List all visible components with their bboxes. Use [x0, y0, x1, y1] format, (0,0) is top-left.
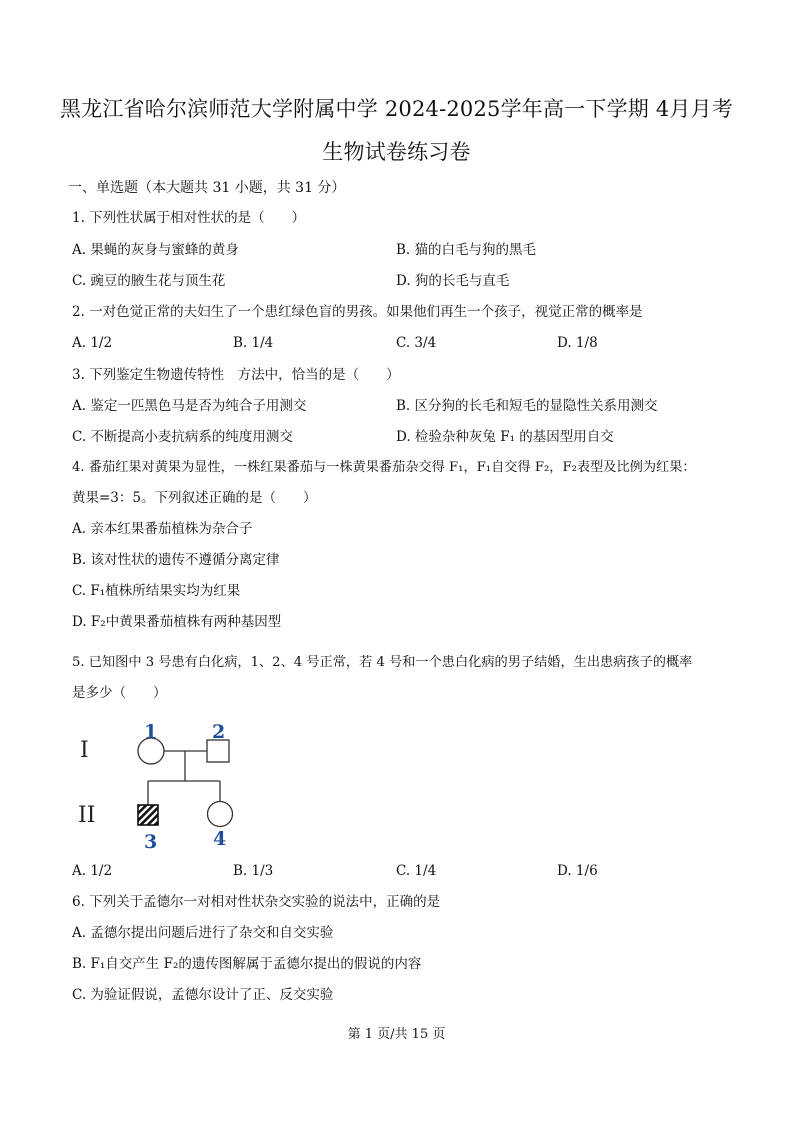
question-4-option-a: A. 亲本红果番茄植株为杂合子 [72, 521, 253, 537]
individual-3-number: 3 [144, 831, 158, 853]
question-6-option-a: A. 孟德尔提出问题后进行了杂交和自交实验 [72, 925, 334, 941]
question-6-option-b: B. F₁自交产生 F₂的遗传图解属于孟德尔提出的假说的内容 [72, 956, 422, 972]
question-3-option-a: A. 鉴定一匹黑色马是否为纯合子用测交 [72, 398, 307, 414]
question-2-option-d: D. 1/8 [557, 335, 598, 351]
question-2-option-a: A. 1/2 [72, 335, 113, 351]
question-1-option-a: A. 果蝇的灰身与蜜蜂的黄身 [72, 242, 239, 258]
question-3-option-b: B. 区分狗的长毛和短毛的显隐性关系用测交 [396, 398, 658, 414]
question-4-stem-line2: 黄果=3：5。下列叙述正确的是（ ） [72, 490, 317, 506]
question-1-option-b: B. 猫的白毛与狗的黑毛 [396, 242, 537, 258]
question-5-option-c: C. 1/4 [396, 863, 437, 879]
question-5-stem-line1: 5. 已知图中 3 号患有白化病，1、2、4 号正常，若 4 号和一个患白化病的男子结婚，生出患病孩子的概率 [72, 655, 693, 670]
question-3-option-d: D. 检验杂种灰兔 F₁ 的基因型用自交 [396, 429, 614, 445]
question-2-stem: 2. 一对色觉正常的夫妇生了一个患红绿色盲的男孩。如果他们再生一个孩子，视觉正常的概率是 [72, 304, 643, 320]
question-6-stem: 6. 下列关于孟德尔一对相对性状杂交实验的说法中，正确的是 [72, 894, 441, 910]
question-3-stem: 3. 下列鉴定生物遗传特性 方法中，恰当的是（ ） [72, 367, 400, 383]
question-2-option-c: C. 3/4 [396, 335, 437, 351]
question-5-option-d: D. 1/6 [557, 863, 598, 879]
pedigree-chart [72, 715, 252, 855]
page-footer: 第 1 页/共 15 页 [347, 1027, 446, 1042]
question-5-option-b: B. 1/3 [233, 863, 274, 879]
document-title-line1: 黑龙江省哈尔滨师范大学附属中学 2024-2025学年高一下学期 4月月考 [59, 97, 734, 121]
individual-3-affected-male-symbol [138, 805, 158, 825]
question-5-option-a: A. 1/2 [72, 863, 113, 879]
question-1-option-c: C. 豌豆的腋生花与顶生花 [72, 273, 226, 289]
individual-1-number: 1 [144, 721, 158, 743]
generation-label-1: I [80, 738, 89, 763]
question-2-option-b: B. 1/4 [233, 335, 274, 351]
question-4-option-c: C. F₁植株所结果实均为红果 [72, 583, 241, 599]
document-title-line2: 生物试卷练习卷 [322, 140, 471, 164]
question-4-option-b: B. 该对性状的遗传不遵循分离定律 [72, 552, 280, 568]
question-1-option-d: D. 狗的长毛与直毛 [396, 273, 510, 289]
individual-2-male-symbol [207, 740, 229, 762]
individual-4-female-symbol [208, 802, 233, 827]
question-4-option-d: D. F₂中黄果番茄植株有两种基因型 [72, 614, 282, 630]
question-4-stem-line1: 4. 番茄红果对黄果为显性，一株红果番茄与一株黄果番茄杂交得 F₁，F₁自交得 F₂，F₂表型及比例为红果： [72, 460, 696, 475]
question-6-option-c: C. 为验证假说，孟德尔设计了正、反交实验 [72, 987, 334, 1003]
individual-2-number: 2 [212, 721, 226, 743]
section-heading: 一、单选题（本大题共 31 小题，共 31 分） [68, 180, 346, 196]
generation-label-2: II [78, 803, 96, 828]
question-1-stem: 1. 下列性状属于相对性状的是（ ） [72, 210, 306, 226]
question-3-option-c: C. 不断提高小麦抗病系的纯度用测交 [72, 429, 293, 445]
question-5-stem-line2: 是多少（ ） [72, 685, 167, 701]
individual-4-number: 4 [213, 828, 227, 850]
